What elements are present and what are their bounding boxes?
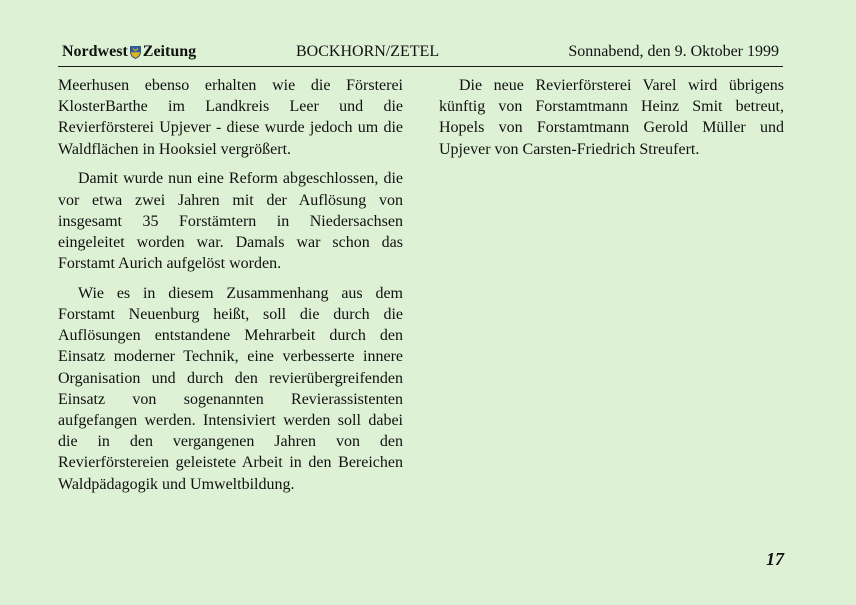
masthead-word-zeitung: Zeitung <box>142 43 197 60</box>
right-column <box>439 75 784 168</box>
left-column <box>58 75 403 503</box>
article-paragraph: Damit wurde nun eine Reform abgeschlossen, die vor etwa zwei Jahren mit der Auflösung von insgesamt 35 Forstämtern in Niedersachsen eingeleitet worden war. Damals war schon das Forstamt Aurich aufgelöst worden. <box>58 170 403 273</box>
newspaper-masthead <box>62 43 196 61</box>
page-header <box>58 42 783 67</box>
article-paragraph: Meerhusen ebenso erhalten wie die Försterei KlosterBarthe im Landkreis Leer und die Revierförsterei Upjever - diese wurde jedoch um die Waldflächen in Hooksiel vergrößert. <box>58 77 403 158</box>
dateline: Sonnabend, den 9. Oktober 1999 <box>568 43 779 60</box>
coat-of-arms-icon <box>130 46 141 59</box>
article-paragraph: Die neue Revierförsterei Varel wird übrigens künftig von Forstamtmann Heinz Smit betreut, Hopels von Forstamtmann Gerold Müller und Upjever von Carsten-Friedrich Streufert. <box>439 77 784 158</box>
section-title: BOCKHORN/ZETEL <box>296 43 440 60</box>
page-number: 17 <box>766 549 784 569</box>
masthead-word-nordwest: Nordwest <box>62 43 128 60</box>
article-paragraph: Wie es in diesem Zusammenhang aus dem Forstamt Neuenburg heißt, soll die durch die Auflösungen entstandene Mehrarbeit durch den Einsatz moderner Technik, eine verbesserte innere Organisation und durch den revierübergreifenden Einsatz von sogenannten Revierassistenten aufgefangen werden. Intensiviert werden soll dabei die in den vergangenen Jahren von den Revierförstereien geleistete Arbeit in den Bereichen Waldpädagogik und Umweltbildung. <box>58 284 403 493</box>
